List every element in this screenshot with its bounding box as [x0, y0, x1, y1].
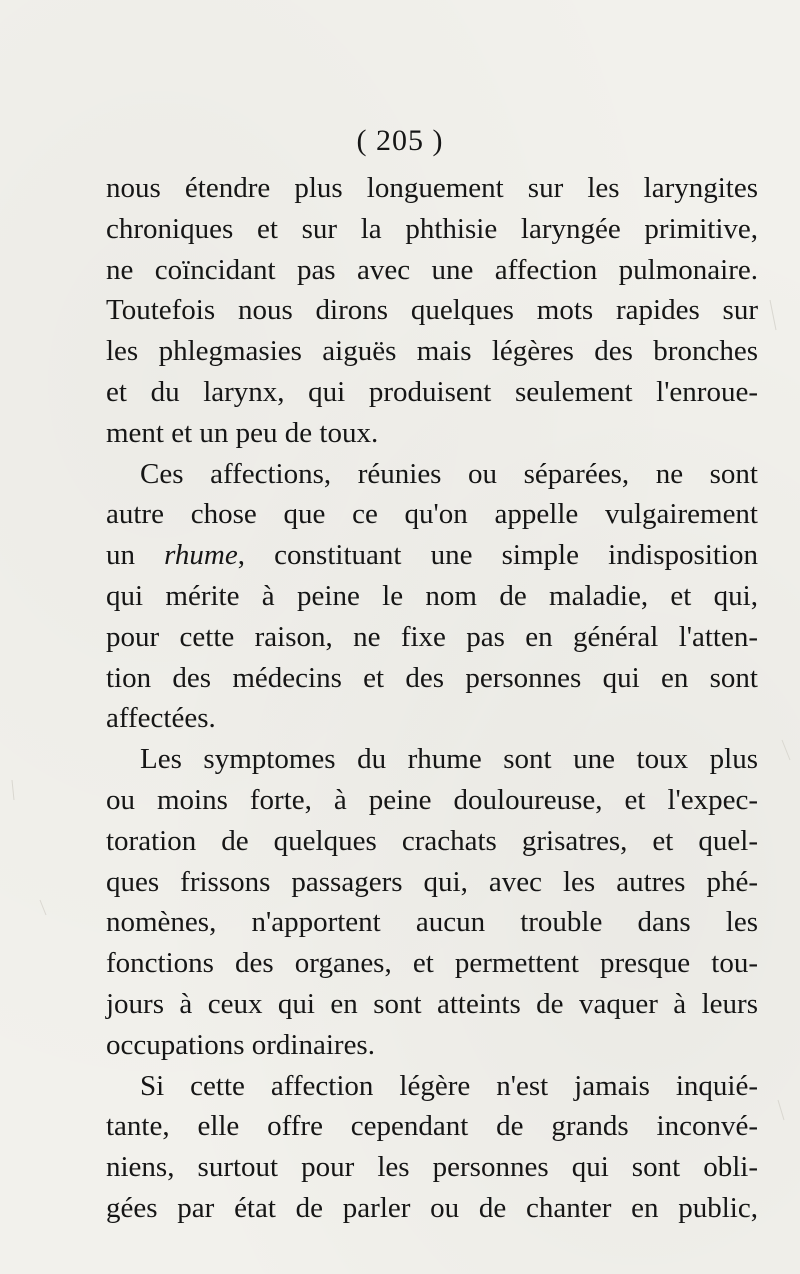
text-line: occupations ordinaires.	[106, 1028, 375, 1061]
text-line: Si cette affection légère n'est jamais inquié-	[140, 1069, 758, 1102]
text-line: nous étendre plus longuement sur les laryngites	[106, 172, 758, 204]
text-line: Les symptomes du rhume sont une toux plus	[140, 743, 758, 776]
text-line: fonctions des organes, et permettent presque tou-	[106, 947, 758, 980]
text-line: pour cette raison, ne fixe pas en général l'atten-	[106, 620, 758, 653]
text-line: gées par état de parler ou de chanter en public,	[106, 1191, 758, 1224]
text-line: qui mérite à peine le nom de maladie, et qui,	[106, 579, 758, 612]
text-line: chroniques et sur la phthisie laryngée primitive,	[106, 212, 758, 245]
text-fragment: un	[106, 539, 165, 572]
text-line: ques frissons passagers qui, avec les autres phé-	[106, 865, 758, 898]
text-line: ou moins forte, à peine douloureuse, et l'expec-	[106, 783, 758, 816]
page-body	[106, 168, 758, 1229]
text-line: tion des médecins et des personnes qui en sont	[106, 661, 758, 694]
text-line: niens, surtout pour les personnes qui sont obli-	[106, 1151, 758, 1184]
text-line: ne coïncidant pas avec une affection pulmonaire.	[106, 253, 758, 286]
text-line: les phlegmasies aiguës mais légères des bronches	[106, 335, 758, 368]
text-line: nomènes, n'apportent aucun trouble dans les	[106, 906, 758, 939]
text-line: toration de quelques crachats grisatres, et quel-	[106, 824, 758, 857]
text-line: Toutefois nous dirons quelques mots rapides sur	[106, 294, 758, 327]
text-fragment: , constituant une simple indisposition	[237, 539, 758, 572]
text-line: jours à ceux qui en sont atteints de vaquer à leurs	[106, 987, 758, 1020]
text-line: affectées.	[106, 702, 216, 735]
text-line: autre chose que ce qu'on appelle vulgairement	[106, 498, 758, 531]
italic-word: rhume	[164, 539, 238, 572]
text-line: ment et un peu de toux.	[106, 416, 379, 449]
text-line: tante, elle offre cependant de grands inconvé-	[106, 1110, 758, 1143]
text-line: et du larynx, qui produisent seulement l'enroue-	[106, 375, 758, 408]
text-line-with-italic	[106, 535, 758, 576]
page-number: ( 205 )	[356, 124, 444, 157]
text-line: Ces affections, réunies ou séparées, ne sont	[140, 457, 758, 490]
